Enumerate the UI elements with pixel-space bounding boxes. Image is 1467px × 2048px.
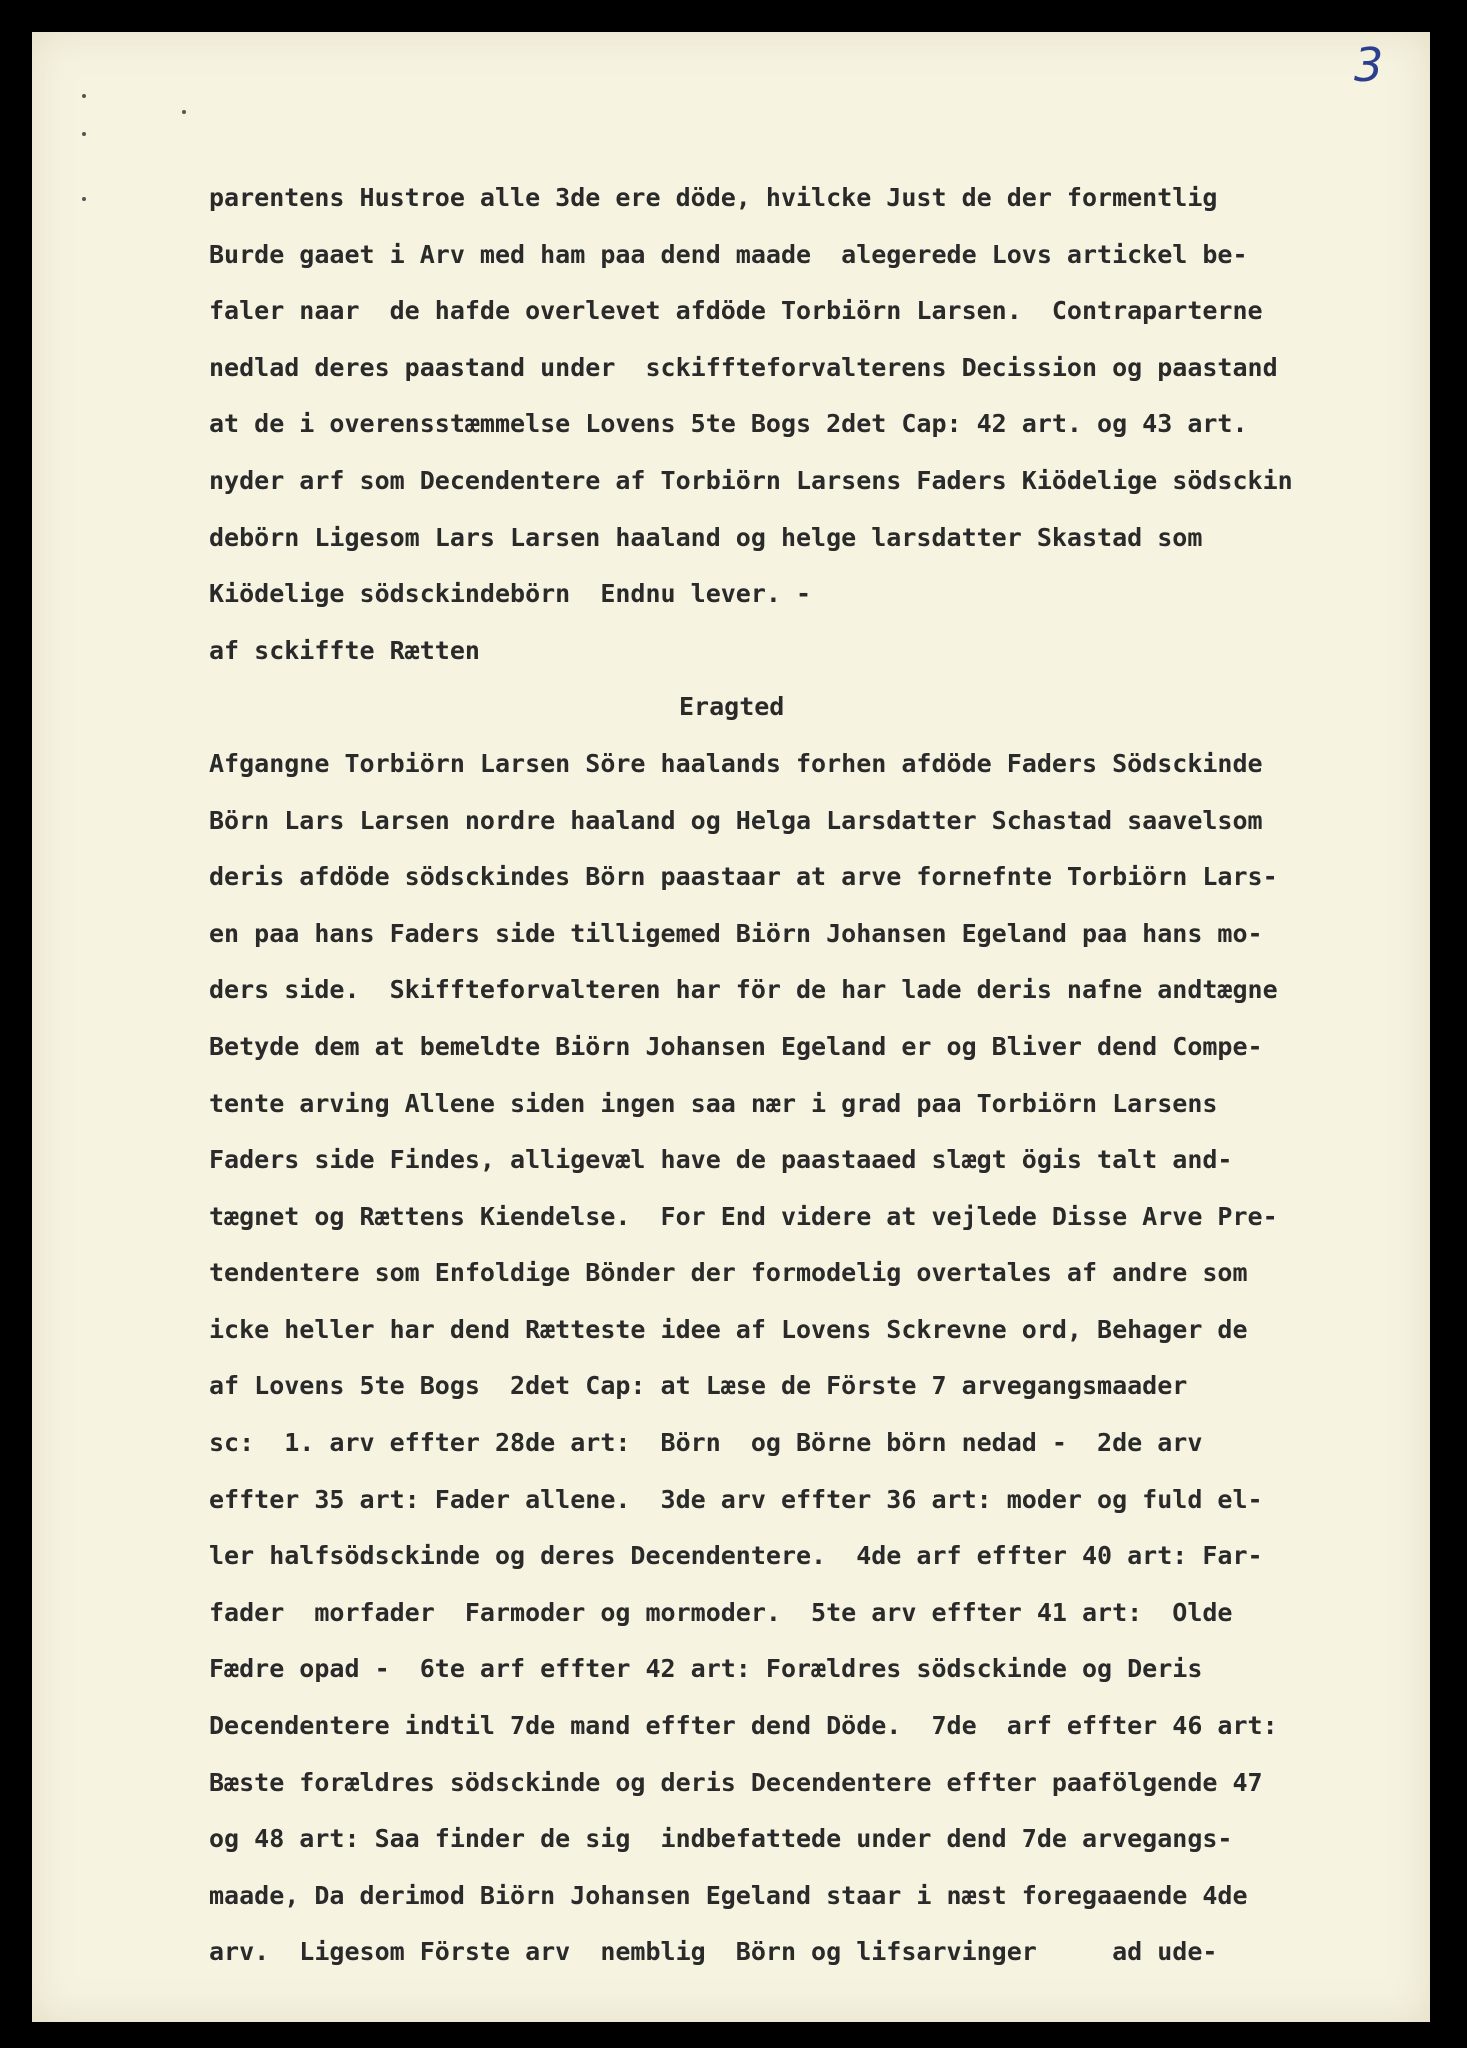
text-line: Faders side Findes, alligevæl have de paastaaed slægt ögis talt and- xyxy=(209,1145,1233,1175)
text-line: tendentere som Enfoldige Bönder der formodelig overtales af andre som xyxy=(209,1258,1248,1288)
text-line: faler naar de hafde overlevet afdöde Torbiörn Larsen. Contraparterne xyxy=(209,296,1263,326)
text-line: ders side. Skiffteforvalteren har för de har lade deris nafne andtægne xyxy=(209,975,1278,1005)
text-line: sc: 1. arv effter 28de art: Börn og Börne börn nedad - 2de arv xyxy=(209,1428,1203,1458)
text-line: nyder arf som Decendentere af Torbiörn Larsens Faders Kiödelige södsckin xyxy=(209,465,1293,495)
paragraph-part1 xyxy=(209,170,1429,679)
margin-mark xyxy=(82,197,86,201)
text-line: Kiödelige södsckindebörn Endnu lever. - xyxy=(209,579,812,609)
text-line: fader morfader Farmoder og mormoder. 5te arv effter 41 art: Olde xyxy=(209,1597,1233,1627)
text-line: arv. Ligesom Förste arv nemblig Börn og lifsarvinger ad ude- xyxy=(209,1937,1218,1967)
text-line: nedlad deres paastand under sckiffteforvalterens Decission og paastand xyxy=(209,352,1278,382)
margin-mark xyxy=(182,110,186,114)
section-heading: Eragted xyxy=(679,692,785,722)
text-line: Betyde dem at bemeldte Biörn Johansen Egeland er og Bliver dend Compe- xyxy=(209,1031,1263,1061)
text-line: Decendentere indtil 7de mand effter dend Döde. 7de arf effter 46 art: xyxy=(209,1711,1278,1741)
text-line: effter 35 art: Fader allene. 3de arv effter 36 art: moder og fuld el- xyxy=(209,1484,1263,1514)
text-line: debörn Ligesom Lars Larsen haaland og helge larsdatter Skastad som xyxy=(209,522,1203,552)
text-line: Bæste forældres södsckinde og deris Decendentere effter paafölgende 47 xyxy=(209,1767,1263,1797)
text-line: tægnet og Rættens Kiendelse. For End videre at vejlede Disse Arve Pre- xyxy=(209,1201,1278,1231)
text-line: ler halfsödsckinde og deres Decendentere. 4de arf effter 40 art: Far- xyxy=(209,1541,1263,1571)
text-line: Afgangne Torbiörn Larsen Söre haalands forhen afdöde Faders Södsckinde xyxy=(209,748,1263,778)
text-line: af sckiffte Rætten xyxy=(209,635,480,665)
text-line: maade, Da derimod Biörn Johansen Egeland staar i næst foregaaende 4de xyxy=(209,1880,1248,1910)
text-line: tente arving Allene siden ingen saa nær i grad paa Torbiörn Larsens xyxy=(209,1088,1218,1118)
text-line: en paa hans Faders side tilligemed Biörn Johansen Egeland paa hans mo- xyxy=(209,918,1263,948)
text-line: icke heller har dend Rætteste idee af Lovens Sckrevne ord, Behager de xyxy=(209,1314,1248,1344)
margin-mark xyxy=(82,94,86,98)
text-line: af Lovens 5te Bogs 2det Cap: at Læse de Förste 7 arvegangsmaader xyxy=(209,1371,1188,1401)
text-line: Börn Lars Larsen nordre haaland og Helga Larsdatter Schastad saavelsom xyxy=(209,805,1263,835)
text-line: Fædre opad - 6te arf effter 42 art: Forældres södsckinde og Deris xyxy=(209,1654,1203,1684)
text-line: at de i overensstæmmelse Lovens 5te Bogs 2det Cap: 42 art. og 43 art. xyxy=(209,409,1248,439)
text-line: parentens Hustroe alle 3de ere döde, hvilcke Just de der formentlig xyxy=(209,183,1218,212)
text-line: og 48 art: Saa finder de sig indbefattede under dend 7de arvegangs- xyxy=(209,1824,1233,1854)
document-page xyxy=(32,32,1430,2022)
document-text xyxy=(209,170,1429,1981)
text-line: Burde gaaet i Arv med ham paa dend maade alegerede Lovs artickel be- xyxy=(209,239,1248,269)
margin-mark xyxy=(82,132,86,136)
paragraph-part2 xyxy=(209,736,1429,1981)
page-number: 3 xyxy=(1354,38,1384,92)
text-line: deris afdöde södsckindes Börn paastaar at arve fornefnte Torbiörn Lars- xyxy=(209,862,1278,892)
